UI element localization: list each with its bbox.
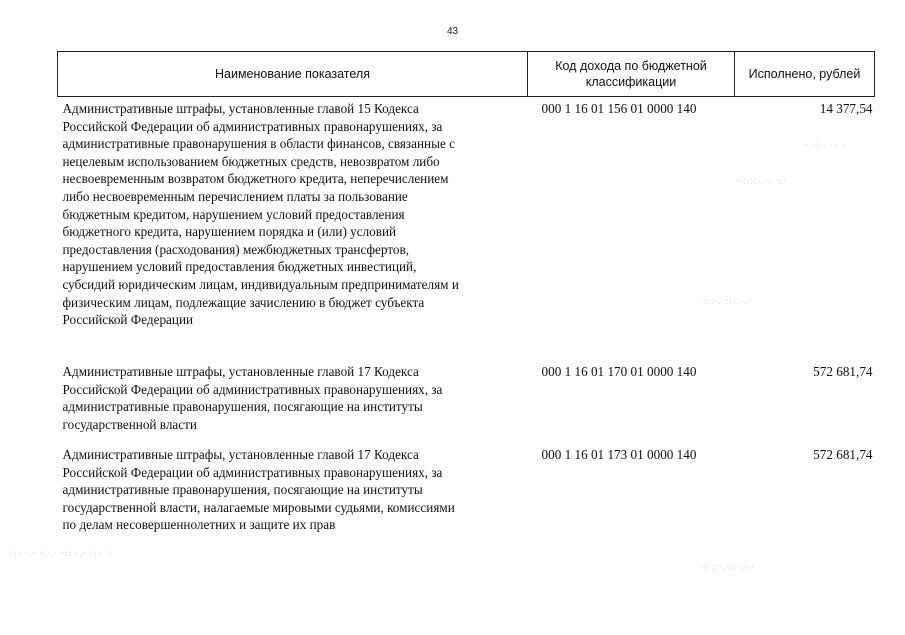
indicator-name-line: нецелевым использованием бюджетных средств, невозвратом либо (62, 153, 440, 169)
indicator-name-line: административные правонарушения, посягающие на институты (62, 482, 423, 498)
amount-cell: 572 681,74 (813, 447, 873, 462)
budget-code-cell: 000 1 16 01 170 01 0000 140 (541, 364, 697, 379)
amount-cell: 572 681,74 (813, 364, 873, 379)
amount-cell: 14 377,54 (819, 101, 873, 116)
table-header-row (58, 52, 875, 97)
indicator-name-line: предоставления (расходования) межбюджетных трансфертов, (62, 241, 410, 257)
budget-code-cell: 000 1 16 01 173 01 0000 140 (541, 447, 697, 462)
indicator-name-line: по делам несовершеннолетних и защите их прав (62, 517, 336, 533)
table-row (58, 360, 875, 443)
indicator-name-line: Административные штрафы, установленные главой 17 Кодекса (62, 364, 419, 379)
scan-noise: · ·:·. ·· · (805, 140, 846, 150)
indicator-name-line: бюджетным кредитом, нарушением условий предоставления (62, 206, 405, 222)
header-amount: Исполнено, рублей (735, 52, 875, 97)
indicator-name-line: административные правонарушения в области финансов, связанные с (62, 136, 455, 152)
indicator-name-line: физическим лицам, подлежащие зачислению в бюджет субъекта (62, 294, 425, 310)
budget-revenue-table (57, 51, 875, 546)
indicator-name-line: Административные штрафы, установленные главой 15 Кодекса (62, 101, 419, 116)
indicator-name-line: государственной власти, налагаемые мировыми судьями, комиссиями (62, 499, 455, 515)
scan-noise: ··:·::·.·: ·:· (735, 176, 787, 186)
indicator-name-line: Российской Федерации об административных правонарушениях, за (62, 464, 443, 480)
budget-code-cell: 000 1 16 01 156 01 0000 140 (541, 101, 697, 116)
indicator-name-line: субсидий юридическим лицам, индивидуальным предпринимателям и (62, 276, 459, 292)
table-row (58, 443, 875, 546)
scan-noise: ·:::·.·::·:·.· (700, 296, 752, 306)
indicator-name-cell (58, 360, 528, 443)
indicator-name-cell (58, 97, 528, 361)
indicator-name-line: нарушением условий предоставления бюджетных инвестиций, (62, 259, 417, 275)
indicator-name-line: Административные штрафы, установленные главой 17 Кодекса (62, 447, 419, 462)
indicator-name-line: Российской Федерации (62, 312, 194, 328)
indicator-name-line: Российской Федерации об административных правонарушениях, за (62, 118, 443, 134)
indicator-name-line: бюджетного кредита, нарушением порядка и (или) условий (62, 224, 397, 240)
indicator-name-cell (58, 443, 528, 546)
scan-noise: ·:· ·.· ·:·.· ·:: ·.· ·:· ·: (10, 548, 113, 558)
indicator-name-line: государственной власти (62, 416, 197, 432)
page-number: 43 (446, 26, 459, 37)
indicator-name-line: либо несвоевременным перечислением платы за пользование (62, 188, 408, 204)
table-row (58, 97, 875, 361)
indicator-name-line: несвоевременным возвратом бюджетного кредита, неперечислением (62, 171, 449, 187)
header-budget-code: Код дохода по бюджетной классификации (528, 52, 735, 97)
scan-noise: ·:·::·.·::·.·:· (700, 562, 756, 572)
indicator-name-line: административные правонарушения, посягающие на институты (62, 399, 423, 415)
indicator-name-line: Российской Федерации об административных правонарушениях, за (62, 381, 443, 397)
header-indicator-name: Наименование показателя (58, 52, 528, 97)
